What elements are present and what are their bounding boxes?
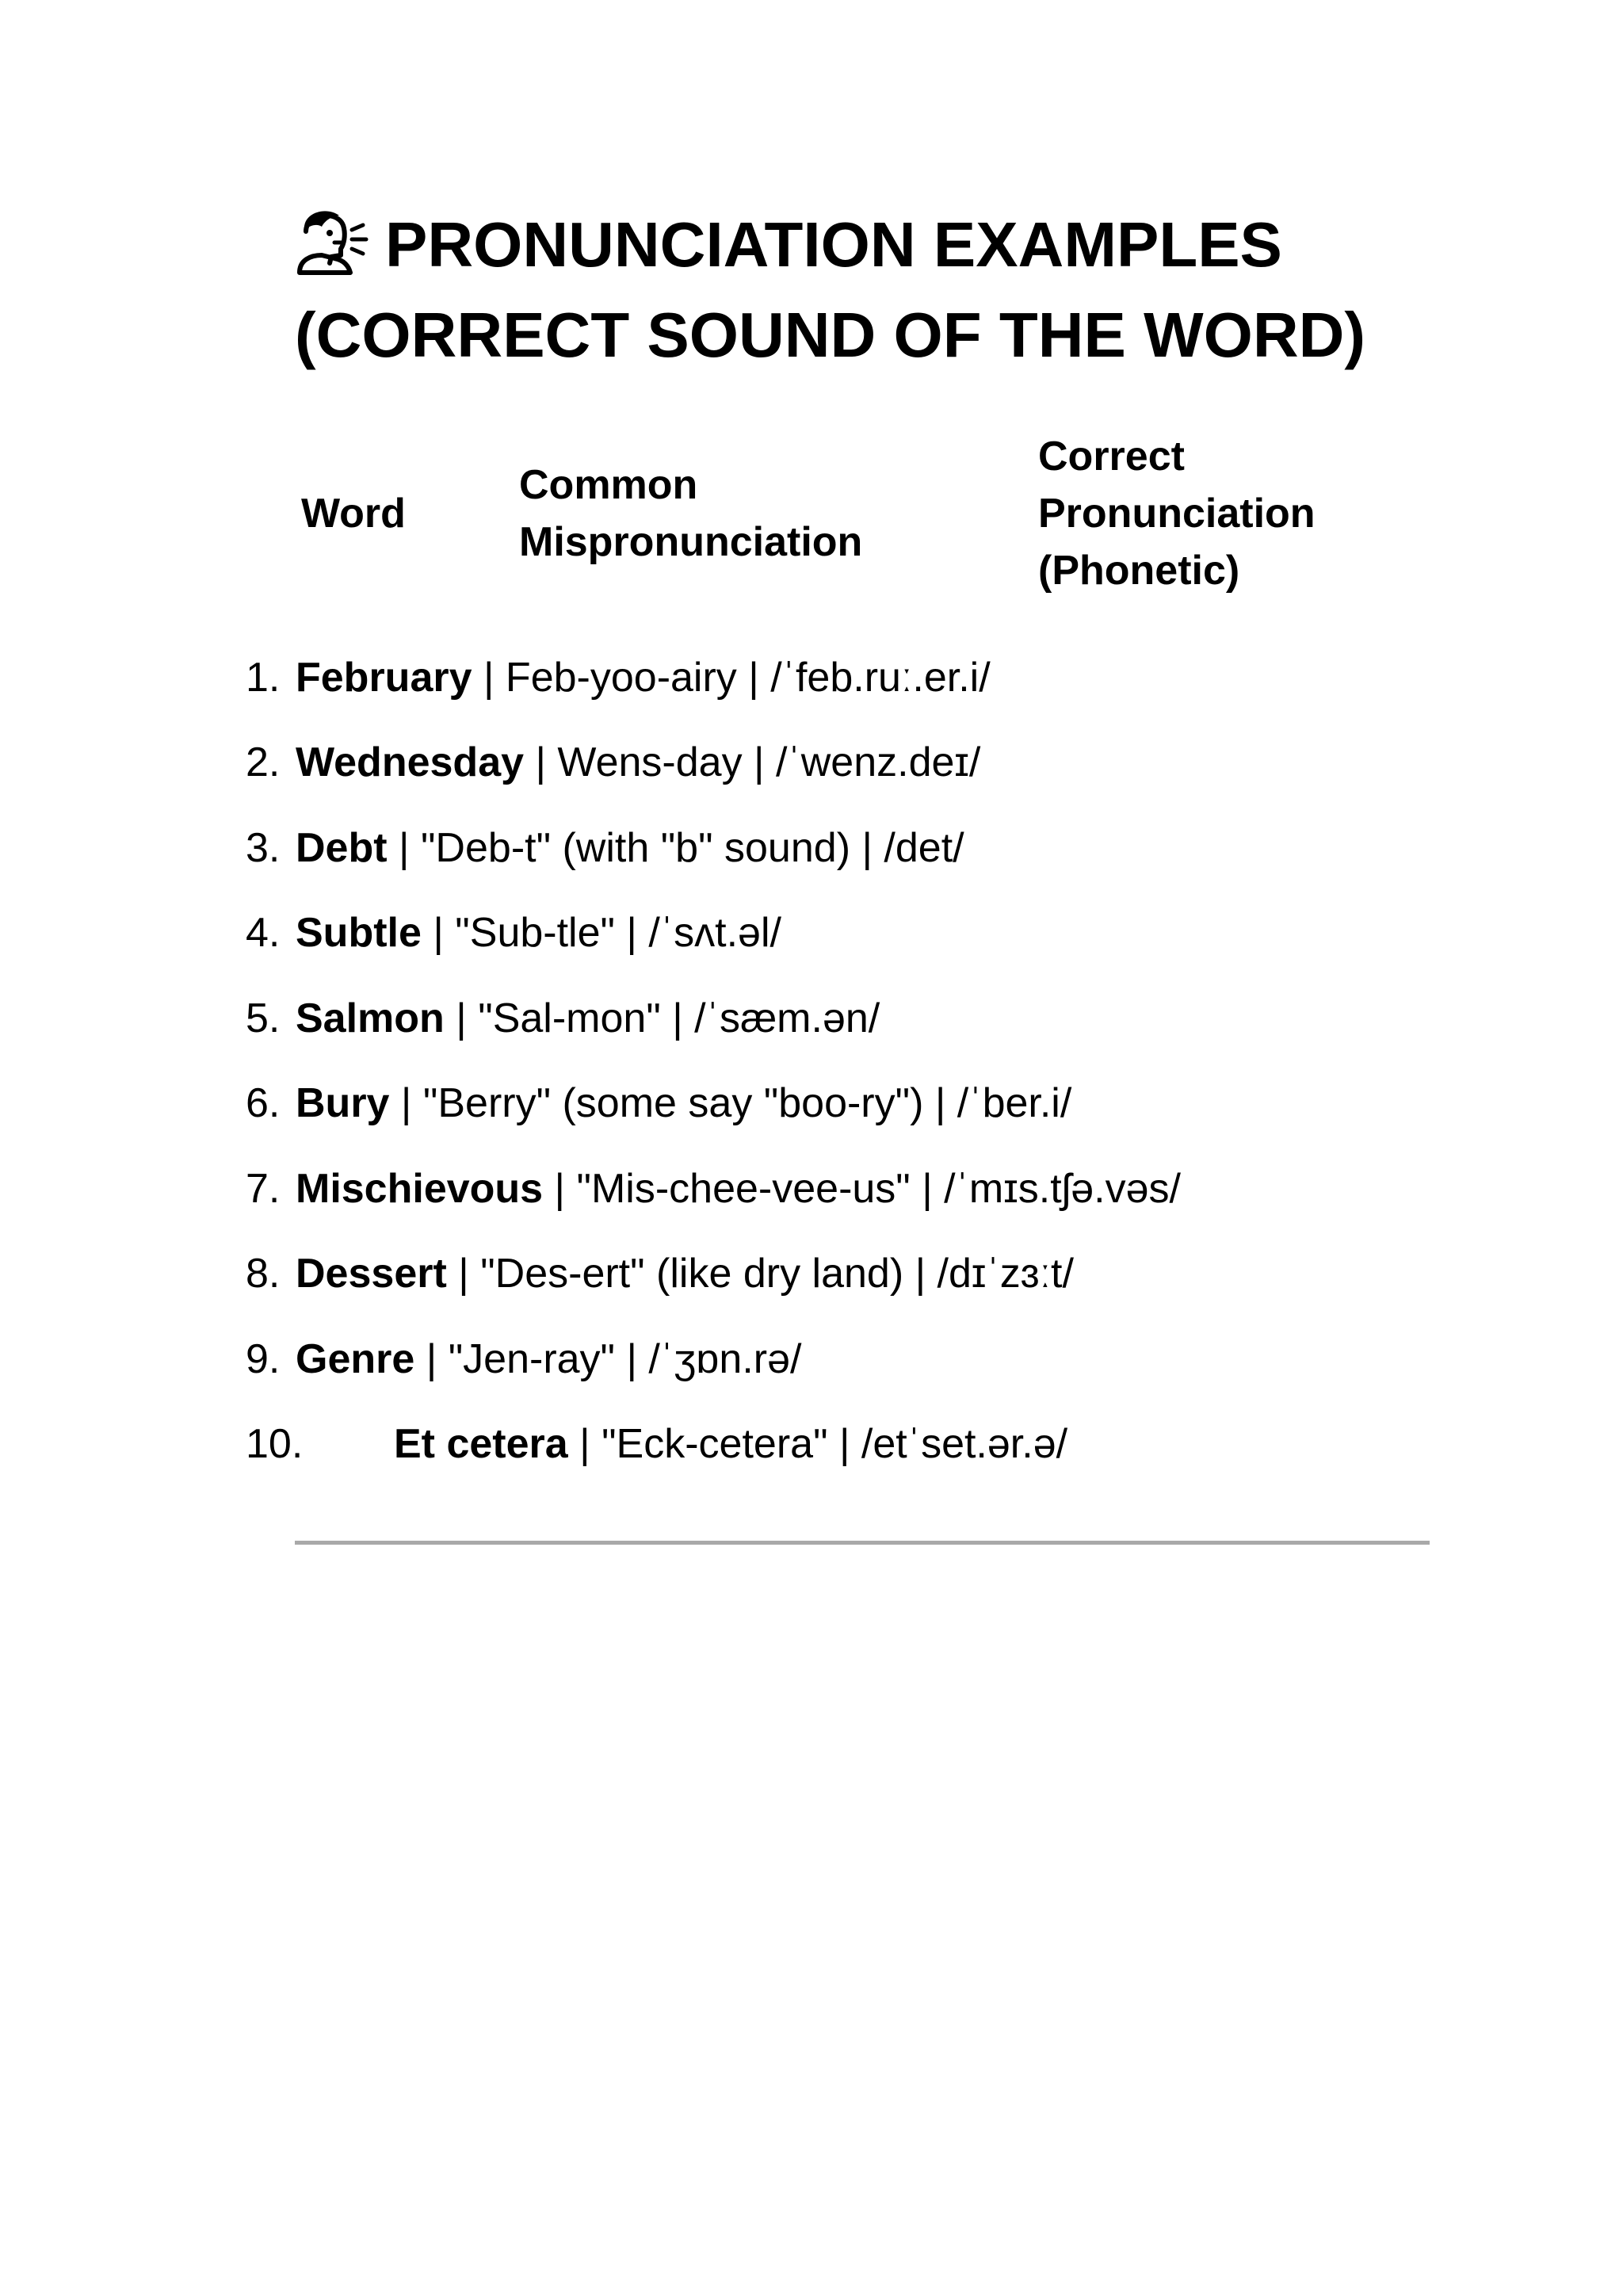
list-item-number: 3. <box>246 825 281 871</box>
list-item-detail: | "Mis-chee-vee-us" | /ˈmɪs.tʃə.vəs/ <box>543 1166 1181 1212</box>
page-title <box>295 200 1484 380</box>
list-item-word: Salmon <box>296 995 445 1041</box>
column-header-word <box>301 485 406 542</box>
column-headers <box>0 425 1623 607</box>
column-header-correct-pronunciation <box>1038 428 1316 599</box>
column-header-mispronunciation <box>519 457 862 571</box>
list-item-content <box>296 1157 1181 1221</box>
list-item-detail: | "Des-ert" (like dry land) | /dɪˈzɜːt/ <box>446 1251 1074 1297</box>
list-item-content <box>296 1242 1074 1305</box>
list-item-word: Dessert <box>296 1251 447 1297</box>
list-item-word: February <box>296 655 472 701</box>
horizontal-divider <box>295 1541 1430 1545</box>
list-item-number: 6. <box>246 1080 281 1126</box>
list-item <box>0 731 1623 794</box>
title-text-line-2: (CORRECT SOUND OF THE WORD) <box>295 300 1366 370</box>
list-item-word: Mischievous <box>296 1166 544 1212</box>
list-item <box>0 1242 1623 1305</box>
list-item-detail: | Feb-yoo-airy | /ˈfeb.ruː.er.i/ <box>472 655 991 701</box>
list-item-content <box>296 816 964 880</box>
list-item-number: 1. <box>246 655 281 701</box>
list-item <box>0 816 1623 880</box>
list-item <box>0 901 1623 965</box>
list-item-number: 5. <box>246 995 281 1041</box>
list-item-number: 8. <box>246 1251 281 1297</box>
list-item-detail: | "Berry" (some say "boo-ry") | /ˈber.i/ <box>389 1080 1072 1126</box>
list-item-content <box>296 646 991 709</box>
column-header-word-text: Word <box>301 491 406 537</box>
list-item-number: 7. <box>246 1166 281 1212</box>
list-item-detail: | "Jen-ray" | /ˈʒɒn.rə/ <box>414 1336 802 1382</box>
list-item-number: 2. <box>246 739 281 785</box>
list-item-content <box>296 901 781 965</box>
list-item-content <box>394 1412 1067 1476</box>
list-item-content <box>296 987 880 1050</box>
column-header-correct-line-1: Correct <box>1038 434 1185 479</box>
list-item-word: Subtle <box>296 910 422 956</box>
list-item-detail: | "Deb-t" (with "b" sound) | /det/ <box>387 825 964 871</box>
list-item <box>0 1328 1623 1391</box>
list-item-word: Bury <box>296 1080 390 1126</box>
list-item-word: Genre <box>296 1336 415 1382</box>
column-header-correct-line-2: Pronunciation <box>1038 491 1316 537</box>
title-text-line-1: PRONUNCIATION EXAMPLES <box>385 209 1282 280</box>
list-item <box>0 646 1623 709</box>
list-item-word: Debt <box>296 825 388 871</box>
list-item-number: 10. <box>246 1421 304 1467</box>
column-header-mispronunciation-line-1: Common <box>519 462 698 508</box>
list-item-detail: | Wens-day | /ˈwenz.deɪ/ <box>524 739 981 785</box>
title-line-1 <box>295 200 1484 290</box>
list-item-detail: | "Sal-mon" | /ˈsæm.ən/ <box>444 995 880 1041</box>
list-item-content <box>296 1328 801 1391</box>
list-item-detail: | "Sub-tle" | /ˈsʌt.əl/ <box>421 910 781 956</box>
list-item-number: 9. <box>246 1336 281 1382</box>
list-item-word: Wednesday <box>296 739 525 785</box>
list-item-content <box>296 731 980 794</box>
column-header-mispronunciation-line-2: Mispronunciation <box>519 519 863 565</box>
list-item <box>0 1157 1623 1221</box>
list-item-detail: | "Eck-cetera" | /etˈset.ər.ə/ <box>567 1421 1068 1467</box>
list-item-content <box>296 1072 1071 1135</box>
column-header-correct-line-3: (Phonetic) <box>1038 548 1240 594</box>
list-item <box>0 1412 1623 1476</box>
list-item <box>0 1072 1623 1135</box>
speaking-head-icon <box>295 200 371 276</box>
list-item-number: 4. <box>246 910 281 956</box>
list-item <box>0 987 1623 1050</box>
list-item-word: Et cetera <box>394 1421 568 1467</box>
